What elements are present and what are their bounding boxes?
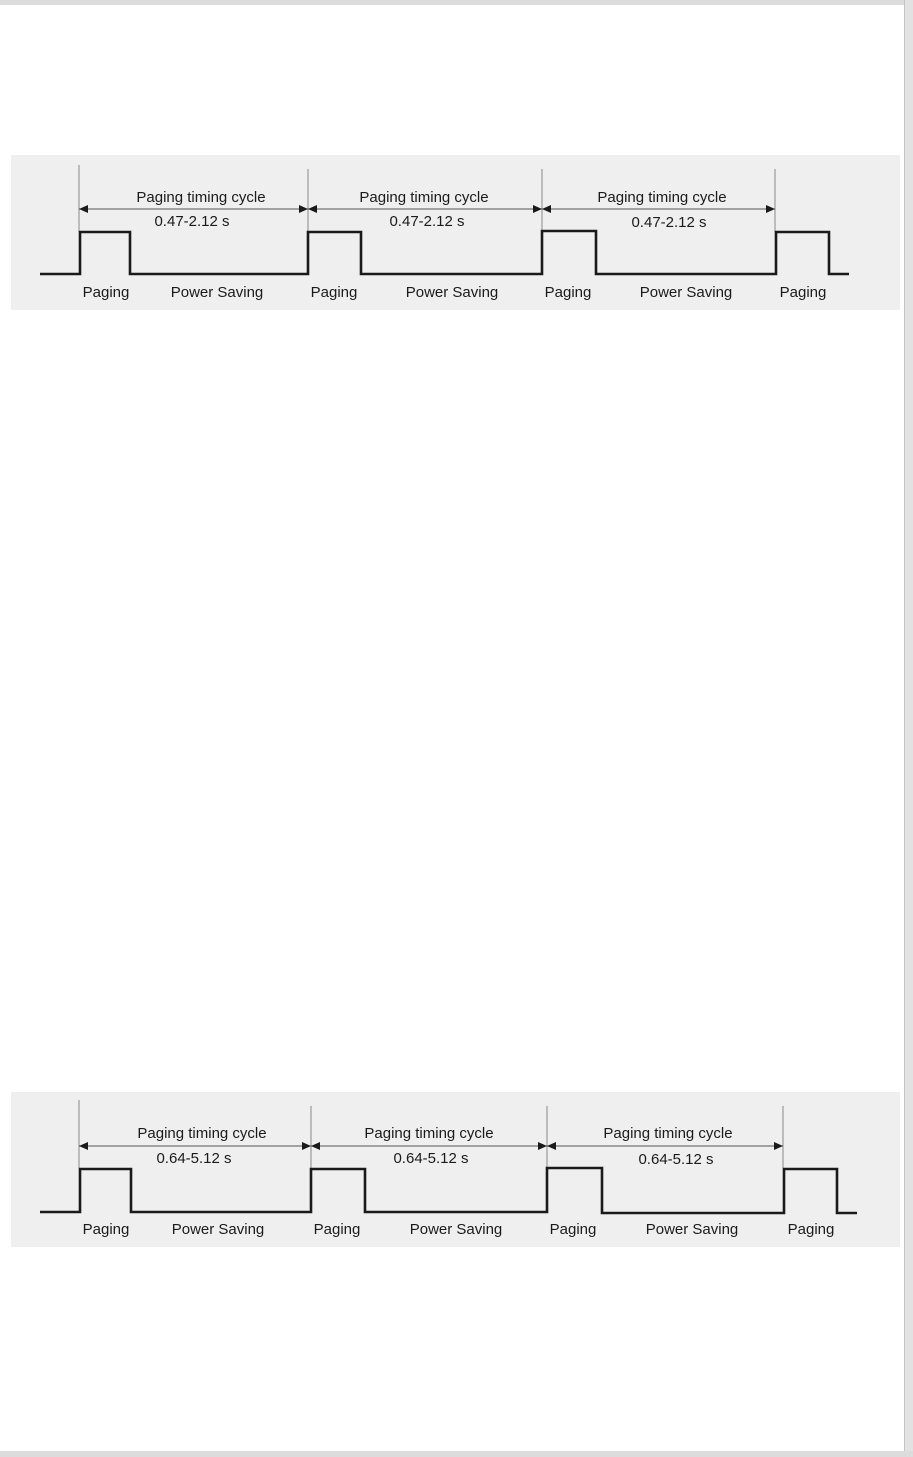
arrowhead-left [542,205,551,213]
cycle-range: 0.47-2.12 s [154,213,230,230]
cycle-range: 0.64-5.12 s [638,1151,714,1168]
cycle-range: 0.47-2.12 s [631,214,707,231]
state-label-paging: Paging [544,284,592,301]
state-label-power-saving: Power Saving [639,284,733,301]
page-right-edge [905,0,913,1457]
cycle-label: Paging timing cycle [364,1125,494,1142]
arrowhead-right [299,205,308,213]
state-label-power-saving: Power Saving [171,1221,265,1238]
state-label-paging: Paging [82,284,130,301]
arrowhead-left [311,1142,320,1150]
arrowhead-right [538,1142,547,1150]
cycle-label: Paging timing cycle [359,189,489,206]
cycle-label: Paging timing cycle [136,189,266,206]
cycle-label: Paging timing cycle [603,1125,733,1142]
state-label-paging: Paging [313,1221,361,1238]
cycle-range: 0.47-2.12 s [389,213,465,230]
state-label-paging: Paging [549,1221,597,1238]
cycle-range: 0.64-5.12 s [393,1150,469,1167]
paging-waveform [40,231,849,274]
arrowhead-left [79,1142,88,1150]
arrowhead-left [308,205,317,213]
page-bottom-edge [0,1451,913,1457]
cycle-label: Paging timing cycle [597,189,727,206]
cycle-range: 0.64-5.12 s [156,1150,232,1167]
arrowhead-left [79,205,88,213]
state-label-paging: Paging [787,1221,835,1238]
paging-timing-diagram-1 [11,155,900,310]
state-label-paging: Paging [779,284,827,301]
paging-waveform [40,1168,857,1213]
page-top-edge [0,0,913,5]
arrowhead-left [547,1142,556,1150]
state-label-power-saving: Power Saving [409,1221,503,1238]
arrowhead-right [533,205,542,213]
arrowhead-right [774,1142,783,1150]
state-label-paging: Paging [82,1221,130,1238]
state-label-power-saving: Power Saving [405,284,499,301]
paging-timing-diagram-2 [11,1092,900,1247]
cycle-label: Paging timing cycle [137,1125,267,1142]
arrowhead-right [302,1142,311,1150]
state-label-paging: Paging [310,284,358,301]
arrowhead-right [766,205,775,213]
state-label-power-saving: Power Saving [645,1221,739,1238]
state-label-power-saving: Power Saving [170,284,264,301]
